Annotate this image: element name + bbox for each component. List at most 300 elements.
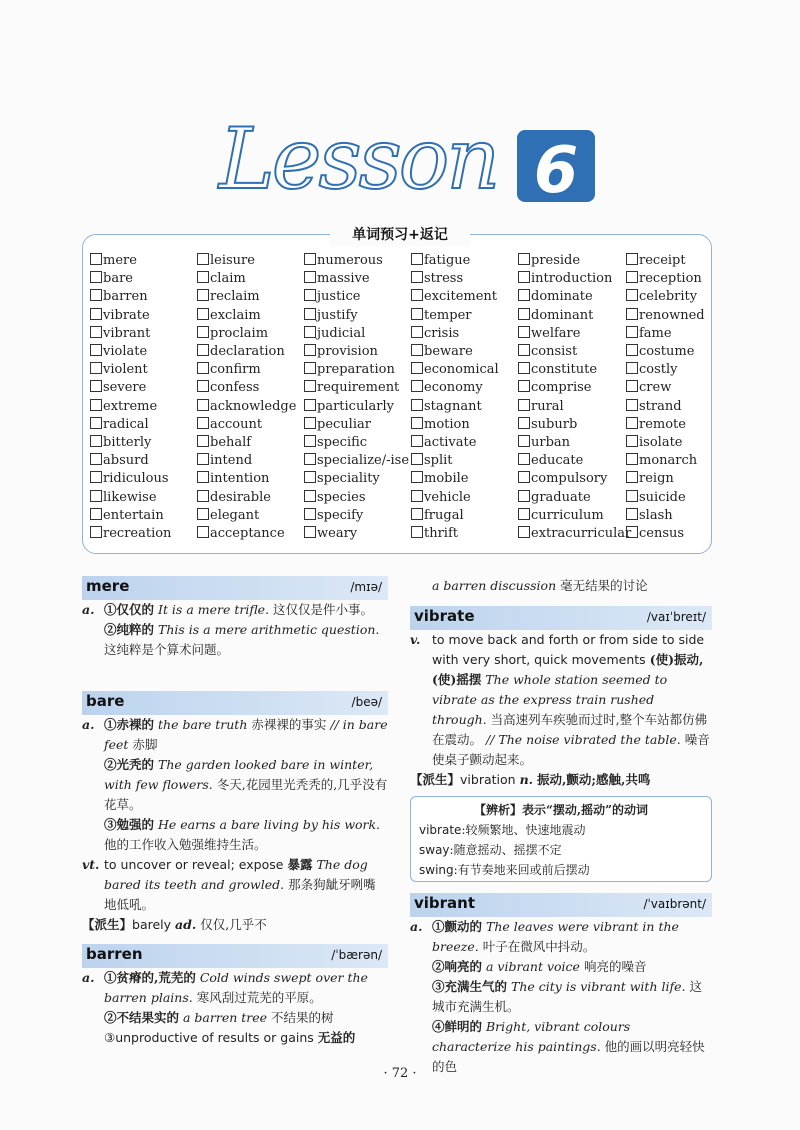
checkbox[interactable] xyxy=(626,526,638,538)
vocab-item[interactable] xyxy=(304,252,412,270)
vocab-item[interactable] xyxy=(304,398,412,416)
vocab-item[interactable] xyxy=(518,507,626,525)
checkbox[interactable] xyxy=(626,271,638,283)
checkbox[interactable] xyxy=(626,417,638,429)
vocab-item[interactable] xyxy=(304,307,412,325)
checkbox[interactable] xyxy=(304,344,316,356)
sense-cn: ②光秃的 xyxy=(104,757,155,772)
derivation-cn: 振动,颤动;感触,共鸣 xyxy=(537,772,651,787)
vocab-item[interactable] xyxy=(197,343,305,361)
vocab-item[interactable] xyxy=(411,398,519,416)
page-number: · 72 · xyxy=(383,1066,417,1081)
lesson-title-graphic xyxy=(215,96,605,206)
headword-vibrant xyxy=(410,893,712,917)
checkbox[interactable] xyxy=(518,435,530,447)
example-en: a barren tree xyxy=(183,1010,268,1025)
vocab-item[interactable] xyxy=(518,307,626,325)
vocab-item[interactable] xyxy=(90,507,198,525)
definition-en: ③unproductive of results or gains xyxy=(104,1030,314,1045)
vocab-word: violate xyxy=(103,344,148,360)
vocab-word: dominant xyxy=(531,307,594,323)
vocab-item[interactable] xyxy=(197,452,305,470)
checkbox[interactable] xyxy=(197,417,209,429)
checkbox[interactable] xyxy=(411,344,423,356)
checkbox[interactable] xyxy=(626,508,638,520)
checkbox[interactable] xyxy=(626,326,638,338)
vocab-item[interactable] xyxy=(518,252,626,270)
checkbox[interactable] xyxy=(626,253,638,265)
checkbox[interactable] xyxy=(304,490,316,502)
checkbox[interactable] xyxy=(197,526,209,538)
sense-cn: ①贫瘠的,荒芜的 xyxy=(104,970,196,985)
vocab-word: suburb xyxy=(531,416,578,432)
analysis-cn: :随意摇动、摇摆不定 xyxy=(449,843,562,857)
vocab-item[interactable] xyxy=(304,379,412,397)
vocab-item[interactable] xyxy=(197,252,305,270)
checkbox[interactable] xyxy=(304,253,316,265)
checkbox[interactable] xyxy=(90,289,102,301)
vocab-item[interactable] xyxy=(411,434,519,452)
checkbox[interactable] xyxy=(518,308,530,320)
vocab-word: thrift xyxy=(424,526,459,542)
checkbox[interactable] xyxy=(626,453,638,465)
vocab-item[interactable] xyxy=(626,452,734,470)
vocab-item[interactable] xyxy=(197,416,305,434)
checkbox[interactable] xyxy=(518,289,530,301)
vocab-item[interactable] xyxy=(626,398,734,416)
checkbox[interactable] xyxy=(626,490,638,502)
vocab-item[interactable] xyxy=(411,307,519,325)
vocab-item[interactable] xyxy=(411,525,519,543)
vocab-item[interactable] xyxy=(411,361,519,379)
example-en: He earns a bare living by his work. xyxy=(158,817,381,832)
checkbox[interactable] xyxy=(90,417,102,429)
vocab-word: curriculum xyxy=(531,507,604,523)
checkbox[interactable] xyxy=(197,253,209,265)
checkbox[interactable] xyxy=(518,508,530,520)
vocab-word: severe xyxy=(103,380,147,396)
checkbox[interactable] xyxy=(411,326,423,338)
vocab-item[interactable] xyxy=(90,288,198,306)
lesson-number: 6 xyxy=(533,134,579,206)
vocab-word: split xyxy=(424,453,453,469)
vocab-item[interactable] xyxy=(518,470,626,488)
vocab-word: account xyxy=(210,416,263,432)
example-en: a vibrant voice xyxy=(486,959,580,974)
vocab-item[interactable] xyxy=(626,343,734,361)
checkbox[interactable] xyxy=(411,490,423,502)
vocab-item[interactable] xyxy=(197,361,305,379)
vocab-item[interactable] xyxy=(518,452,626,470)
checkbox[interactable] xyxy=(90,362,102,374)
vocab-item[interactable] xyxy=(518,434,626,452)
checkbox[interactable] xyxy=(411,271,423,283)
vocab-item[interactable] xyxy=(518,325,626,343)
vocab-item[interactable] xyxy=(626,252,734,270)
checkbox[interactable] xyxy=(197,326,209,338)
sense-cn: 暴露 xyxy=(287,857,313,872)
checkbox[interactable] xyxy=(518,526,530,538)
vocab-item[interactable] xyxy=(626,434,734,452)
sense-cn: ②响亮的 xyxy=(432,959,483,974)
checkbox[interactable] xyxy=(90,344,102,356)
vocab-item[interactable] xyxy=(90,252,198,270)
example-cn: 冬天,花园里光秃秃的,几乎没有花草。 xyxy=(104,777,388,812)
checkbox[interactable] xyxy=(411,508,423,520)
checkbox[interactable] xyxy=(626,344,638,356)
sense-cn: ②不结果实的 xyxy=(104,1010,180,1025)
analysis-box xyxy=(410,796,712,882)
vocab-item[interactable] xyxy=(90,361,198,379)
vocab-word: specific xyxy=(317,435,368,451)
derivation xyxy=(82,915,388,935)
vocab-word: strand xyxy=(639,398,682,414)
vocab-item[interactable] xyxy=(626,507,734,525)
vocab-item[interactable] xyxy=(90,307,198,325)
derivation xyxy=(410,770,712,790)
vocab-item[interactable] xyxy=(90,452,198,470)
vocab-item[interactable] xyxy=(518,398,626,416)
checkbox[interactable] xyxy=(411,435,423,447)
vocab-item[interactable] xyxy=(90,525,198,543)
checkbox[interactable] xyxy=(518,490,530,502)
vocab-item[interactable] xyxy=(411,507,519,525)
vocab-item[interactable] xyxy=(411,379,519,397)
vocab-item[interactable] xyxy=(626,325,734,343)
vocab-item[interactable] xyxy=(197,288,305,306)
checkbox[interactable] xyxy=(411,399,423,411)
vocab-item[interactable] xyxy=(197,525,305,543)
sense-cn: ②纯粹的 xyxy=(104,622,155,637)
sense-cn: ①仅仅的 xyxy=(104,602,155,617)
checkbox[interactable] xyxy=(304,380,316,392)
vocab-item[interactable] xyxy=(197,434,305,452)
vocab-item[interactable] xyxy=(197,325,305,343)
example-cn: 赤脚 xyxy=(132,737,158,752)
example-cn: 毫无结果的讨论 xyxy=(560,578,648,593)
vocab-word: intend xyxy=(210,453,253,469)
vocab-item[interactable] xyxy=(90,470,198,488)
vocab-item[interactable] xyxy=(411,343,519,361)
checkbox[interactable] xyxy=(626,380,638,392)
vocab-word: justice xyxy=(317,289,361,305)
checkbox[interactable] xyxy=(626,289,638,301)
vocab-word: census xyxy=(639,526,685,542)
vocab-word: likewise xyxy=(103,489,157,505)
checkbox[interactable] xyxy=(90,308,102,320)
checkbox[interactable] xyxy=(304,362,316,374)
checkbox[interactable] xyxy=(304,326,316,338)
vocab-item[interactable] xyxy=(626,416,734,434)
headword: vibrate xyxy=(414,607,475,625)
example-en: The dog bared its teeth and growled. xyxy=(104,857,368,892)
vocab-word: educate xyxy=(531,453,584,469)
checkbox[interactable] xyxy=(411,453,423,465)
vocab-item[interactable] xyxy=(411,470,519,488)
vocab-item[interactable] xyxy=(626,288,734,306)
vocab-column xyxy=(626,252,734,543)
vocab-item[interactable] xyxy=(518,379,626,397)
entry-mere xyxy=(82,600,388,660)
vocab-word: entertain xyxy=(103,507,164,523)
phonetic: /mɪə/ xyxy=(350,580,382,594)
checkbox[interactable] xyxy=(518,417,530,429)
lesson-title xyxy=(215,96,605,206)
sense-cn: ④鲜明的 xyxy=(432,1019,483,1034)
example-en: The city is vibrant with life. xyxy=(511,979,686,994)
vocab-word: absurd xyxy=(103,453,149,469)
example-cn: 响亮的噪音 xyxy=(583,959,647,974)
example-cn: 这仅仅是件小事。 xyxy=(273,602,374,617)
checkbox[interactable] xyxy=(518,362,530,374)
checkbox[interactable] xyxy=(304,508,316,520)
headword: barren xyxy=(86,945,143,963)
headword: bare xyxy=(86,692,125,710)
vocab-item[interactable] xyxy=(304,470,412,488)
example-cn: 这纯粹是个算术问题。 xyxy=(104,642,230,657)
derivation-word: vibration xyxy=(460,772,516,787)
vocab-word: vibrant xyxy=(103,325,151,341)
checkbox[interactable] xyxy=(90,380,102,392)
vocab-item[interactable] xyxy=(304,343,412,361)
checkbox[interactable] xyxy=(304,453,316,465)
checkbox[interactable] xyxy=(411,526,423,538)
vocab-item[interactable] xyxy=(411,270,519,288)
phonetic: /vaɪˈbreɪt/ xyxy=(646,610,706,624)
example-en: Bright, vibrant colours characterize his paintings. xyxy=(432,1019,631,1054)
vocab-item[interactable] xyxy=(518,525,632,543)
vocab-item[interactable] xyxy=(518,489,626,507)
vocab-item[interactable] xyxy=(626,361,734,379)
vocab-word: frugal xyxy=(424,507,464,523)
analysis-cn: :有节奏地来回或前后摆动 xyxy=(453,863,590,877)
checkbox[interactable] xyxy=(411,380,423,392)
checkbox[interactable] xyxy=(518,399,530,411)
vocab-item[interactable] xyxy=(197,507,305,525)
checkbox[interactable] xyxy=(197,453,209,465)
example-en: The noise vibrated the table. xyxy=(498,732,681,747)
vocab-item[interactable] xyxy=(90,343,198,361)
checkbox[interactable] xyxy=(304,271,316,283)
checkbox[interactable] xyxy=(197,308,209,320)
entry-barren xyxy=(82,968,388,1048)
checkbox[interactable] xyxy=(411,362,423,374)
checkbox[interactable] xyxy=(626,362,638,374)
checkbox[interactable] xyxy=(304,471,316,483)
checkbox[interactable] xyxy=(304,417,316,429)
checkbox[interactable] xyxy=(197,508,209,520)
checkbox[interactable] xyxy=(90,326,102,338)
vocab-item[interactable] xyxy=(90,434,198,452)
vocab-item[interactable] xyxy=(518,343,626,361)
example-cn: 赤裸裸的事实 xyxy=(251,717,327,732)
checkbox[interactable] xyxy=(197,289,209,301)
vocab-item[interactable] xyxy=(304,434,412,452)
checkbox[interactable] xyxy=(626,399,638,411)
derivation-label: 【派生】 xyxy=(410,772,461,787)
vocab-word: species xyxy=(317,489,366,505)
checkbox[interactable] xyxy=(197,362,209,374)
vocab-item[interactable] xyxy=(626,525,734,543)
checkbox[interactable] xyxy=(90,435,102,447)
checkbox[interactable] xyxy=(626,435,638,447)
vocab-item[interactable] xyxy=(304,525,412,543)
derivation-word: barely xyxy=(132,917,172,932)
vocab-item[interactable] xyxy=(518,416,626,434)
vocab-item[interactable] xyxy=(626,470,734,488)
vocab-item[interactable] xyxy=(197,470,305,488)
vocab-item[interactable] xyxy=(90,379,198,397)
checkbox[interactable] xyxy=(304,289,316,301)
vocab-word: reclaim xyxy=(210,289,260,305)
analysis-cn: :较频繁地、快速地震动 xyxy=(461,823,586,837)
headword-mere xyxy=(82,576,388,600)
checkbox[interactable] xyxy=(197,344,209,356)
checkbox[interactable] xyxy=(90,526,102,538)
vocab-word: stagnant xyxy=(424,398,482,414)
checkbox[interactable] xyxy=(90,399,102,411)
checkbox[interactable] xyxy=(197,435,209,447)
checkbox[interactable] xyxy=(518,253,530,265)
vocab-word: justify xyxy=(317,307,358,323)
vocab-word: elegant xyxy=(210,507,260,523)
vocab-word: declaration xyxy=(210,344,285,360)
analysis-line xyxy=(419,820,703,840)
checkbox[interactable] xyxy=(411,308,423,320)
checkbox[interactable] xyxy=(90,490,102,502)
vocab-word: bare xyxy=(103,271,133,287)
vocab-item[interactable] xyxy=(90,489,198,507)
checkbox[interactable] xyxy=(518,344,530,356)
vocab-item[interactable] xyxy=(626,270,734,288)
vocab-word: activate xyxy=(424,435,477,451)
checkbox[interactable] xyxy=(90,471,102,483)
vocab-item[interactable] xyxy=(626,307,734,325)
vocab-word: confirm xyxy=(210,362,261,378)
checkbox[interactable] xyxy=(90,253,102,265)
part-of-speech: n. xyxy=(519,772,534,787)
vocab-item[interactable] xyxy=(411,252,519,270)
vocab-word: judicial xyxy=(317,325,366,341)
vocab-item[interactable] xyxy=(304,325,412,343)
vocab-item[interactable] xyxy=(197,398,305,416)
vocab-word: acknowledge xyxy=(210,398,297,414)
vocab-item[interactable] xyxy=(90,325,198,343)
checkbox[interactable] xyxy=(518,471,530,483)
checkbox[interactable] xyxy=(411,417,423,429)
checkbox[interactable] xyxy=(518,326,530,338)
vocab-word: particularly xyxy=(317,398,394,414)
vocab-word: confess xyxy=(210,380,260,396)
vocab-item[interactable] xyxy=(90,270,198,288)
vocab-item[interactable] xyxy=(411,452,519,470)
example-en: The garden looked bare in winter, with few flowers. xyxy=(104,757,374,792)
checkbox[interactable] xyxy=(518,380,530,392)
headword: vibrant xyxy=(414,894,476,912)
vocab-item[interactable] xyxy=(411,489,519,507)
vocab-word: dominate xyxy=(531,289,593,305)
vocab-item[interactable] xyxy=(90,416,198,434)
checkbox[interactable] xyxy=(411,471,423,483)
vocab-word: extracurricular xyxy=(531,526,632,542)
checkbox[interactable] xyxy=(518,453,530,465)
checkbox[interactable] xyxy=(90,508,102,520)
vocab-word: receipt xyxy=(639,253,686,268)
checkbox[interactable] xyxy=(304,308,316,320)
vocab-word: peculiar xyxy=(317,416,371,432)
vocab-item[interactable] xyxy=(197,270,305,288)
vocab-item[interactable] xyxy=(626,379,734,397)
vocab-word: celebrity xyxy=(639,289,698,305)
vocab-word: desirable xyxy=(210,489,271,505)
vocab-column xyxy=(197,252,305,543)
checkbox[interactable] xyxy=(90,271,102,283)
vocab-word: ridiculous xyxy=(103,471,169,487)
checkbox[interactable] xyxy=(304,526,316,538)
vocab-item[interactable] xyxy=(518,361,626,379)
vocab-word: introduction xyxy=(531,271,613,287)
vocab-item[interactable] xyxy=(518,288,626,306)
vocab-item[interactable] xyxy=(197,307,305,325)
checkbox[interactable] xyxy=(197,471,209,483)
vocab-item[interactable] xyxy=(304,288,412,306)
vocab-item[interactable] xyxy=(626,489,734,507)
vocab-item[interactable] xyxy=(304,416,412,434)
checkbox[interactable] xyxy=(626,471,638,483)
checkbox[interactable] xyxy=(304,399,316,411)
vocab-word: specialize/-ise xyxy=(317,453,410,469)
example-cn: 他的画以明亮轻快的色 xyxy=(432,1039,705,1074)
vocab-item[interactable] xyxy=(411,325,519,343)
vocab-word: claim xyxy=(210,271,246,287)
sense-cn: ③充满生气的 xyxy=(432,979,508,994)
phonetic: /ˈbærən/ xyxy=(331,948,382,962)
checkbox[interactable] xyxy=(197,271,209,283)
vocab-word: fame xyxy=(639,325,672,341)
checkbox[interactable] xyxy=(411,253,423,265)
vocab-word: suicide xyxy=(639,489,686,505)
vocab-item[interactable] xyxy=(411,416,519,434)
checkbox[interactable] xyxy=(90,453,102,465)
vocab-word: temper xyxy=(424,307,472,323)
vocab-word: specify xyxy=(317,507,364,523)
vocab-item[interactable] xyxy=(304,489,412,507)
vocab-item[interactable] xyxy=(90,398,198,416)
checkbox[interactable] xyxy=(411,289,423,301)
vocab-item[interactable] xyxy=(197,379,305,397)
checkbox[interactable] xyxy=(518,271,530,283)
vocab-item[interactable] xyxy=(304,507,412,525)
vocab-item[interactable] xyxy=(197,489,305,507)
analysis-word: sway xyxy=(419,843,450,857)
example-cn: 那条狗龇牙咧嘴地低吼。 xyxy=(104,877,376,912)
example-cn: 他的工作收入勉强维持生活。 xyxy=(104,837,267,852)
checkbox[interactable] xyxy=(197,490,209,502)
vocab-item[interactable] xyxy=(304,270,412,288)
example-en: It is a mere trifle. xyxy=(158,602,270,617)
checkbox[interactable] xyxy=(197,380,209,392)
vocab-item[interactable] xyxy=(518,270,626,288)
checkbox[interactable] xyxy=(626,308,638,320)
vocab-item[interactable] xyxy=(411,288,519,306)
checkbox[interactable] xyxy=(304,435,316,447)
vocab-item[interactable] xyxy=(304,361,412,379)
lesson-word: Lesson xyxy=(219,110,498,206)
separator: // xyxy=(330,717,339,732)
vocab-item[interactable] xyxy=(304,452,412,470)
checkbox[interactable] xyxy=(197,399,209,411)
part-of-speech: a. xyxy=(82,970,95,985)
